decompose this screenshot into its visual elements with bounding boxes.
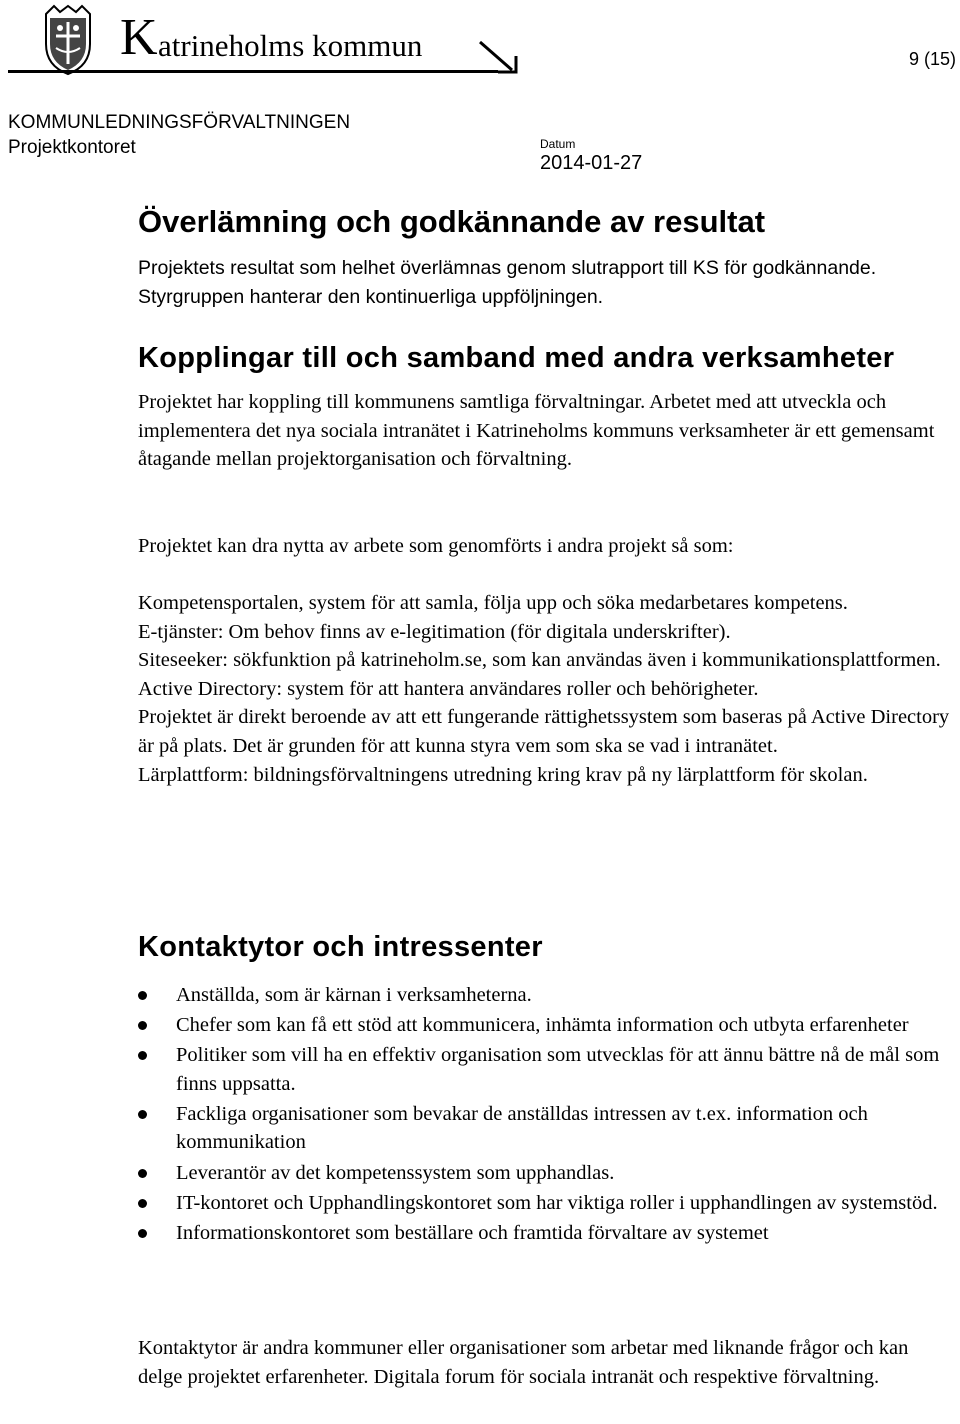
bullet-icon [138,1021,147,1030]
stakeholder-list [138,981,960,1249]
bullet-icon [138,1110,147,1119]
related-project-line: Kompetensportalen, system för att samla, följa upp och söka medarbetares kompetens. [138,592,848,614]
bullet-icon [138,1051,147,1060]
list-item: Leverantör av det kompetenssystem som upphandlas. [138,1159,960,1188]
list-item: Chefer som kan få ett stöd att kommunicera, inhämta information och utbyta erfarenheter [138,1011,960,1040]
related-project-line: Lärplattform: bildningsförvaltningens utredning kring krav på ny lärplattform för skolan. [138,763,868,786]
list-item: Politiker som vill ha en effektiv organisation som utvecklas för att ännu bättre nå de mål som finns uppsatta. [138,1041,960,1098]
date-label: Datum [540,137,576,151]
department-name: KOMMUNLEDNINGSFÖRVALTNINGEN [8,112,351,133]
office-name: Projektkontoret [8,137,136,158]
list-item: Informationskontoret som beställare och framtida förvaltare av systemet [138,1219,960,1248]
list-item: IT-kontoret och Upphandlingskontoret som har viktiga roller i upphandlingen av systemstöd. [138,1189,960,1218]
brand-name: atrineholms kommun [158,28,423,63]
municipal-crest-icon [40,4,96,76]
document-date: 2014-01-27 [540,152,643,174]
list-item: Fackliga organisationer som bevakar de anställdas intressen av t.ex. information och kommunikation [138,1100,960,1157]
bullet-icon [138,991,147,1000]
page-number: 9 (15) [908,49,956,69]
brand-swoosh-icon [478,38,518,74]
related-project-line: Active Directory: system för att hantera användares roller och behörigheter. [138,677,759,700]
section-text-handover: Projektets resultat som helhet överlämnas genom slutrapport till KS för godkännande. Styrgruppen hanterar den kontinuerliga uppföljningen. [138,257,877,308]
section-text-stakeholders: Kontaktytor är andra kommuner eller organisationer som arbetar med liknande frågor och kan delge projektet erfarenheter. Digitala forum för sociala intranät och respektive förvaltning. [138,1337,909,1388]
related-project-line: E-tjänster: Om behov finns av e-legitimation (för digitala underskrifter). [138,620,731,643]
section-heading-handover: Överlämning och godkännande av resultat [138,204,766,239]
bullet-icon [138,1229,147,1238]
related-projects-list [138,589,950,789]
section-heading-stakeholders: Kontaktytor och intressenter [138,931,543,963]
section-text-connections: Projektet har koppling till kommunens samtliga förvaltningar. Arbetet med att utveckla och implementera det nya sociala intranätet i Katrineholms kommuns verksamheter är ett gemensamt åtagande mellan projektorganisation och förvaltning. [138,391,935,471]
section-heading-connections: Kopplingar till och samband med andra verksamheter [138,342,895,374]
related-project-line: Siteseeker: sökfunktion på katrineholm.se, som kan användas även i kommunikationsplattformen. [138,649,941,672]
brand-initial: K [120,9,158,66]
bullet-icon [138,1199,147,1208]
bullet-icon [138,1169,147,1178]
section-text-projects-intro: Projektet kan dra nytta av arbete som genomförts i andra projekt så som: [138,535,734,557]
related-project-line: Projektet är direkt beroende av att ett fungerande rättighetssystem som baseras på Active Directory är på plats. Det är grunden för att kunna styra vem som ska se vad i intranätet. [138,706,950,757]
header-rule [8,70,498,73]
list-item: Anställda, som är kärnan i verksamheterna. [138,981,960,1010]
